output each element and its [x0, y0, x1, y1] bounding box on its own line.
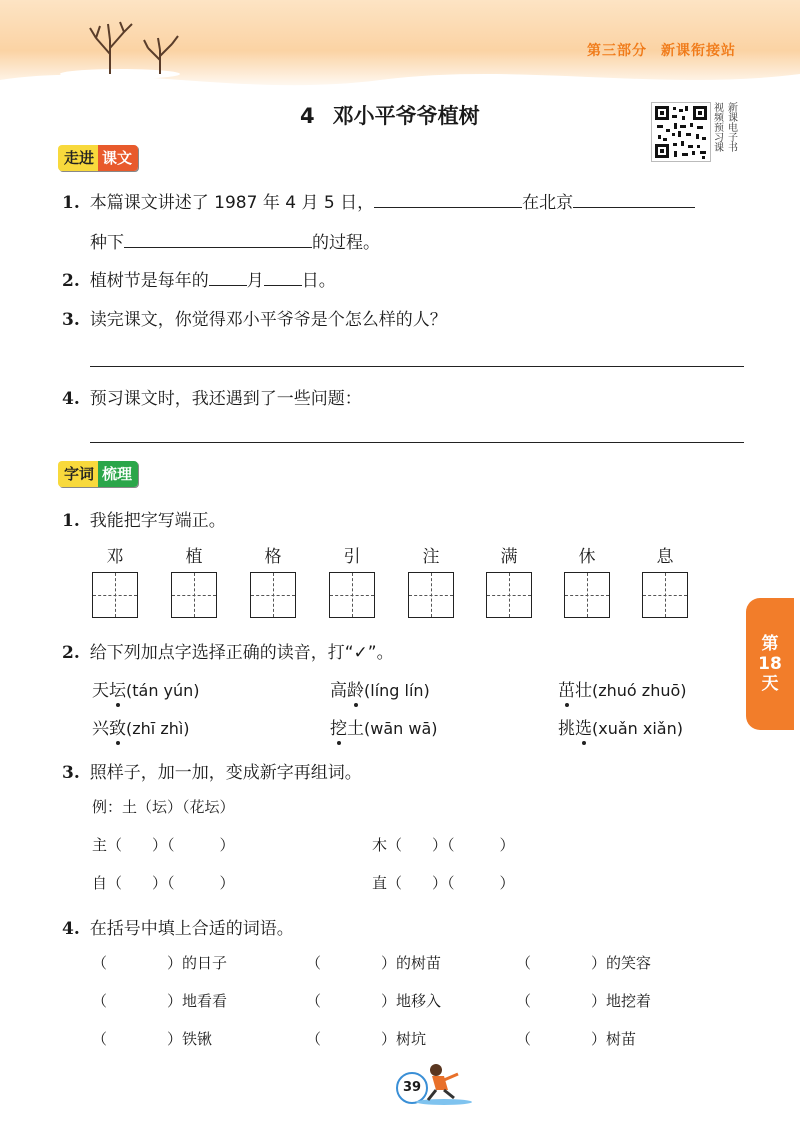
char-label: 格	[264, 547, 282, 567]
question-number: 1.	[62, 193, 80, 213]
fill-phrase[interactable]: （ ）地移入	[306, 992, 442, 1010]
char-label: 满	[500, 547, 518, 567]
writing-box[interactable]	[642, 572, 688, 618]
example-text: 例：土（坛）（花坛）	[92, 798, 235, 816]
pinyin-options[interactable]: (líng lín)	[364, 681, 430, 700]
qr-caption	[714, 104, 742, 154]
question-text: 我能把字写端正。	[89, 511, 226, 531]
qr-caption-char: 电	[728, 123, 738, 134]
char-label: 息	[656, 547, 674, 567]
fill-phrase[interactable]: （ ）的日子	[92, 954, 228, 972]
qr-caption-char: 课	[714, 143, 724, 154]
tag-part-a: 字词	[58, 461, 98, 487]
pinyin-item	[558, 714, 683, 739]
char-label: 注	[422, 547, 440, 567]
question-number: 3.	[62, 763, 80, 783]
word-question-4	[62, 914, 294, 939]
question-3	[62, 305, 447, 330]
compose-row[interactable]: 自（ ）（ ）	[92, 874, 235, 892]
lesson-number: 4	[300, 104, 315, 128]
qr-caption-char: 新	[728, 103, 738, 114]
char-label: 植	[185, 547, 203, 567]
dotted-char: 茁	[558, 681, 575, 701]
pinyin-options[interactable]: (wān wā)	[364, 719, 438, 738]
dotted-char: 选	[575, 719, 592, 739]
qr-caption-char: 视	[714, 103, 724, 114]
fill-phrase[interactable]: （ ）树苗	[516, 1030, 637, 1048]
question-text: 种下	[90, 233, 124, 253]
answer-blank[interactable]	[124, 229, 312, 248]
qr-caption-char: 预	[714, 123, 724, 134]
word-char: 挑	[558, 719, 575, 739]
pinyin-options[interactable]: (zhī zhì)	[126, 719, 190, 738]
qr-caption-char: 子	[728, 133, 738, 144]
writing-box[interactable]	[250, 572, 296, 618]
writing-box[interactable]	[564, 572, 610, 618]
fill-phrase[interactable]: （ ）树坑	[306, 1030, 427, 1048]
fill-phrase[interactable]: （ ）的笑容	[516, 954, 652, 972]
qr-caption-char: 习	[714, 133, 724, 144]
question-4	[62, 384, 362, 409]
tag-part-b: 梳理	[98, 461, 138, 487]
side-tab-day-number: 18	[758, 654, 782, 674]
compose-row[interactable]: 直（ ）（ ）	[372, 874, 515, 892]
lesson-title-text: 邓小平爷爷植树	[332, 104, 480, 128]
writing-box[interactable]	[408, 572, 454, 618]
running-child-icon	[414, 1062, 474, 1106]
tag-part-b: 课文	[98, 145, 138, 171]
side-tab-text: 天	[761, 674, 779, 694]
answer-line[interactable]	[90, 366, 744, 367]
question-text: 的过程。	[312, 233, 380, 253]
question-text: 在括号中填上合适的词语。	[89, 919, 294, 939]
answer-blank[interactable]	[573, 189, 695, 208]
side-tab-text: 第	[761, 634, 779, 654]
dotted-char: 致	[109, 719, 126, 739]
lesson-title	[300, 100, 480, 130]
fill-phrase[interactable]: （ ）地挖着	[516, 992, 652, 1010]
compose-row[interactable]: 木（ ）（ ）	[372, 836, 515, 854]
question-text: 月	[246, 271, 264, 291]
page-number: 39	[396, 1072, 428, 1104]
writing-box[interactable]	[92, 572, 138, 618]
question-text: 日。	[301, 271, 336, 291]
word-char: 高	[330, 681, 347, 701]
dotted-char: 龄	[347, 681, 364, 701]
fill-phrase[interactable]: （ ）铁锹	[92, 1030, 213, 1048]
question-number: 4.	[62, 389, 80, 409]
question-number: 3.	[62, 310, 80, 330]
word-question-2	[62, 638, 394, 663]
word-question-1	[62, 506, 226, 531]
question-number: 4.	[62, 919, 80, 939]
char-label: 邓	[106, 547, 124, 567]
question-number: 2.	[62, 643, 80, 663]
question-text: 本篇课文讲述了 1987 年 4 月 5 日，	[89, 193, 375, 213]
compose-row[interactable]: 主（ ）（ ）	[92, 836, 235, 854]
pinyin-item	[92, 714, 190, 739]
question-text: 在北京	[522, 193, 574, 213]
question-number: 2.	[62, 271, 80, 291]
dotted-char: 坛	[109, 681, 126, 701]
word-char: 壮	[575, 681, 592, 701]
section-name: 新课衔接站	[661, 43, 736, 59]
question-1	[62, 188, 695, 213]
question-text: 照样子，加一加，变成新字再组词。	[89, 763, 362, 783]
page-header	[0, 0, 800, 92]
pinyin-options[interactable]: (tán yún)	[126, 681, 200, 700]
pinyin-item	[330, 676, 430, 701]
day-side-tab	[746, 598, 794, 730]
word-char: 兴	[92, 719, 109, 739]
bare-trees-icon	[60, 18, 190, 80]
writing-box[interactable]	[329, 572, 375, 618]
pinyin-item	[92, 676, 200, 701]
section-tag-enter-text	[58, 145, 138, 171]
qr-caption-char: 频	[714, 113, 724, 124]
part-label: 第三部分	[587, 43, 647, 59]
fill-phrase[interactable]: （ ）地看看	[92, 992, 228, 1010]
word-question-3	[62, 758, 362, 783]
section-label	[573, 40, 736, 60]
question-text: 预习课文时，我还遇到了一些问题：	[89, 389, 362, 409]
question-1-line-2	[90, 228, 380, 253]
pinyin-item	[330, 714, 438, 739]
writing-box[interactable]	[486, 572, 532, 618]
pinyin-options[interactable]: (zhuó zhuō)	[592, 681, 687, 700]
day-blank[interactable]	[264, 267, 302, 286]
qr-code[interactable]	[651, 102, 711, 162]
fill-phrase[interactable]: （ ）的树苗	[306, 954, 442, 972]
month-blank[interactable]	[209, 267, 247, 286]
question-2	[62, 266, 336, 291]
dotted-char: 挖	[330, 719, 347, 739]
qr-caption-char: 书	[728, 143, 738, 154]
answer-line[interactable]	[90, 442, 744, 443]
section-tag-word-review	[58, 461, 138, 487]
char-label: 休	[578, 547, 596, 567]
pinyin-item	[558, 676, 687, 701]
tag-part-a: 走进	[58, 145, 98, 171]
qr-caption-char: 课	[728, 113, 738, 124]
word-char: 土	[347, 719, 364, 739]
word-char: 天	[92, 681, 109, 701]
question-text: 给下列加点字选择正确的读音，打“✓”。	[89, 643, 394, 663]
answer-blank[interactable]	[374, 189, 522, 208]
pinyin-options[interactable]: (xuǎn xiǎn)	[592, 719, 683, 738]
char-label: 引	[343, 547, 361, 567]
question-text: 读完课文，你觉得邓小平爷爷是个怎么样的人？	[89, 310, 447, 330]
question-text: 植树节是每年的	[89, 271, 209, 291]
question-number: 1.	[62, 511, 80, 531]
writing-box[interactable]	[171, 572, 217, 618]
